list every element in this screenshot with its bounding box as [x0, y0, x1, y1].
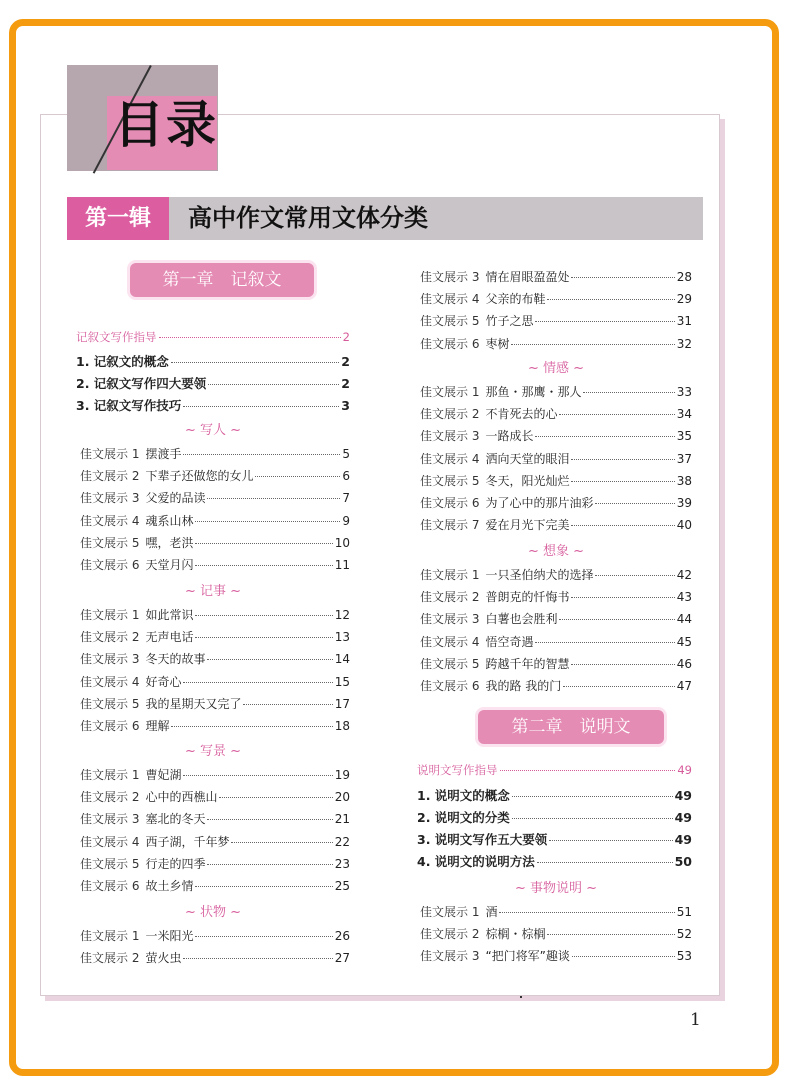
entry-title: 一只圣伯纳犬的选择 [485, 568, 594, 582]
entry-title: 萤火虫 [145, 951, 182, 966]
toc-entry[interactable] [420, 566, 692, 586]
entry-label: 佳文展示 5 [80, 535, 140, 550]
entry-label: 佳文展示 2 [80, 469, 140, 484]
entry-page: 49 [677, 763, 692, 777]
entry-title: 3. 说明文写作五大要领 [417, 832, 548, 847]
dot-leader [547, 934, 674, 935]
toc-entry[interactable] [80, 534, 350, 554]
section-heading: ~ 想象 ~ [527, 544, 585, 559]
dot-leader [571, 525, 674, 526]
toc-entry[interactable] [420, 610, 692, 630]
entry-title: 心中的西樵山 [145, 790, 218, 805]
entry-page: 2 [341, 354, 350, 369]
entry-title: 竹子之思 [485, 314, 534, 329]
dot-leader [571, 597, 674, 598]
toc-entry[interactable] [420, 925, 692, 945]
entry-title: 2. 说明文的分类 [417, 810, 510, 825]
entry-title: 情在眉眼盈盈处 [485, 270, 570, 284]
entry-page: 6 [342, 469, 350, 484]
toc-entry[interactable] [420, 335, 692, 355]
entry-title: “把门将军”趣谈 [485, 949, 570, 964]
entry-title: 我的星期天又完了 [145, 696, 242, 711]
dot-leader [571, 459, 674, 460]
chapter-banner: 第二章 说明文 [478, 710, 664, 744]
entry-label: 佳文展示 5 [420, 473, 480, 488]
entry-title: 那鱼・那鹰・那人 [485, 385, 582, 399]
entry-label: 佳文展示 2 [420, 927, 480, 942]
entry-title: 1. 记叙文的概念 [76, 354, 169, 369]
entry-title: 4. 说明文的说明方法 [417, 854, 535, 869]
entry-title: 我的路 我的门 [485, 679, 562, 693]
dot-leader [535, 436, 674, 437]
point-entry[interactable] [76, 352, 350, 372]
entry-title: 爱在月光下完美 [485, 518, 570, 533]
entry-page: 40 [676, 518, 692, 533]
toc-entry[interactable] [80, 949, 350, 969]
entry-title: 如此常识 [145, 608, 194, 622]
toc-entry[interactable] [80, 673, 350, 693]
entry-label: 佳文展示 2 [420, 407, 480, 422]
entry-page: 42 [676, 568, 692, 582]
dot-leader [208, 384, 339, 385]
point-entry[interactable] [417, 786, 692, 806]
entry-title: 西子湖，千年梦 [145, 834, 230, 849]
entry-label: 佳文展示 6 [420, 336, 480, 351]
entry-label: 佳文展示 3 [80, 491, 140, 506]
entry-label: 佳文展示 5 [420, 314, 480, 329]
entry-page: 37 [676, 451, 692, 466]
entry-label: 佳文展示 4 [420, 634, 480, 649]
dot-leader [195, 637, 332, 638]
page-number: 1 [690, 1010, 701, 1030]
dot-leader [243, 704, 332, 705]
entry-title: 故土乡情 [145, 879, 194, 893]
entry-title: 3. 记叙文写作技巧 [76, 398, 182, 413]
dot-leader [595, 503, 674, 504]
section-heading: ~ 情感 ~ [527, 361, 585, 376]
entry-label: 佳文展示 4 [420, 292, 480, 307]
toc-entry[interactable] [80, 650, 350, 670]
entry-label: 佳文展示 2 [80, 630, 140, 645]
toc-entry[interactable] [80, 695, 350, 715]
dot-leader [511, 344, 674, 345]
toc-entry[interactable] [80, 833, 350, 853]
entry-page: 17 [334, 696, 350, 711]
toc-entry[interactable] [80, 717, 350, 737]
dot-leader [572, 956, 675, 957]
entry-page: 28 [676, 270, 692, 284]
toc-entry[interactable] [420, 655, 692, 675]
entry-page: 32 [676, 336, 692, 351]
dot-leader [183, 958, 332, 959]
entry-page: 12 [334, 608, 350, 622]
toc-entry[interactable] [80, 445, 350, 465]
dot-leader [559, 619, 674, 620]
entry-title: 1. 说明文的概念 [417, 788, 510, 803]
entry-title: 冬天，阳光灿烂 [485, 473, 570, 488]
entry-page: 53 [676, 949, 692, 964]
dot-leader [571, 277, 674, 278]
dot-leader [535, 642, 674, 643]
dot-leader [207, 864, 332, 865]
entry-label: 佳文展示 6 [80, 879, 140, 893]
entry-title: 洒向天堂的眼泪 [485, 451, 570, 466]
entry-label: 佳文展示 3 [420, 612, 480, 627]
entry-page: 34 [676, 407, 692, 422]
toc-entry[interactable] [420, 472, 692, 492]
print-dot [520, 996, 522, 998]
point-entry[interactable] [76, 396, 350, 416]
entry-page: 2 [342, 330, 350, 344]
entry-title: 棕榈・棕榈 [485, 927, 546, 942]
entry-page: 22 [334, 834, 350, 849]
toc-entry[interactable] [80, 606, 350, 626]
dot-leader [571, 481, 674, 482]
toc-entry[interactable] [80, 855, 350, 875]
dot-leader [207, 659, 332, 660]
entry-title: 普朗克的忏悔书 [485, 590, 570, 605]
entry-title: 酒 [485, 905, 498, 919]
part-title: 高中作文常用文体分类 [188, 204, 428, 232]
section-heading: ~ 写人 ~ [184, 423, 242, 438]
dot-leader [195, 936, 332, 937]
part-label: 第一辑 [67, 197, 169, 240]
entry-page: 13 [334, 630, 350, 645]
entry-page: 33 [676, 385, 692, 399]
toc-entry[interactable] [420, 947, 692, 967]
entry-page: 35 [676, 429, 692, 444]
toc-entry[interactable] [80, 788, 350, 808]
entry-label: 佳文展示 6 [80, 558, 140, 572]
toc-entry[interactable] [420, 633, 692, 653]
toc-title: 目录 [114, 95, 218, 154]
entry-title: 理解 [145, 719, 170, 733]
entry-title: 下辈子还做您的女儿 [145, 469, 254, 484]
entry-title: 一路成长 [485, 429, 534, 444]
toc-entry[interactable] [420, 405, 692, 425]
toc-entry[interactable] [420, 312, 692, 332]
entry-page: 29 [676, 292, 692, 307]
section-heading: ~ 写景 ~ [184, 744, 242, 759]
entry-page: 11 [334, 558, 350, 572]
entry-title: 父亲的布鞋 [485, 292, 546, 307]
dot-leader [171, 726, 332, 727]
entry-label: 佳文展示 1 [420, 568, 480, 582]
dot-leader [547, 299, 674, 300]
section-heading: ~ 事物说明 ~ [514, 881, 598, 896]
dot-leader [219, 797, 332, 798]
entry-label: 佳文展示 2 [420, 590, 480, 605]
guide-entry[interactable] [417, 762, 692, 782]
entry-page: 9 [342, 513, 350, 528]
dot-leader [535, 321, 674, 322]
entry-page: 18 [334, 719, 350, 733]
entry-page: 49 [674, 810, 692, 825]
entry-label: 佳文展示 4 [80, 674, 140, 689]
entry-label: 佳文展示 3 [80, 652, 140, 667]
entry-label: 佳文展示 4 [80, 834, 140, 849]
dot-leader [183, 775, 332, 776]
entry-title: 枣树 [485, 336, 510, 351]
entry-page: 43 [676, 590, 692, 605]
entry-label: 佳文展示 5 [420, 656, 480, 671]
toc-entry[interactable] [80, 512, 350, 532]
toc-entry[interactable] [80, 927, 350, 947]
entry-page: 15 [334, 674, 350, 689]
dot-leader [500, 770, 676, 771]
section-heading: ~ 状物 ~ [184, 905, 242, 920]
entry-title: 不肯死去的心 [485, 407, 558, 422]
dot-leader [195, 565, 332, 566]
toc-entry[interactable] [420, 903, 692, 923]
dot-leader [559, 414, 674, 415]
dot-leader [595, 575, 674, 576]
entry-title: 记叙文写作指导 [76, 330, 157, 344]
dot-leader [183, 454, 340, 455]
toc-entry[interactable] [80, 467, 350, 487]
entry-title: 无声电话 [145, 630, 194, 645]
entry-page: 2 [341, 376, 350, 391]
entry-title: 冬天的故事 [145, 652, 206, 667]
entry-page: 49 [674, 788, 692, 803]
toc-entry[interactable] [80, 628, 350, 648]
entry-title: 曹妃湖 [145, 768, 182, 782]
entry-label: 佳文展示 1 [80, 768, 140, 782]
toc-entry[interactable] [80, 810, 350, 830]
entry-page: 25 [334, 879, 350, 893]
entry-page: 46 [676, 656, 692, 671]
toc-entry[interactable] [420, 268, 692, 288]
entry-page: 14 [334, 652, 350, 667]
entry-title: 塞北的冬天 [145, 812, 206, 827]
dot-leader [512, 796, 673, 797]
entry-page: 27 [334, 951, 350, 966]
entry-label: 佳文展示 7 [420, 518, 480, 533]
toc-entry[interactable] [80, 877, 350, 897]
entry-title: 好奇心 [145, 674, 182, 689]
entry-title: 摆渡手 [145, 447, 182, 461]
point-entry[interactable] [76, 374, 350, 394]
entry-label: 佳文展示 1 [80, 608, 140, 622]
dot-leader [537, 862, 673, 863]
toc-entry[interactable] [420, 677, 692, 697]
entry-label: 佳文展示 3 [420, 270, 480, 284]
entry-title: 魂系山林 [145, 513, 194, 528]
entry-title: 一米阳光 [145, 929, 194, 943]
entry-label: 佳文展示 1 [420, 905, 480, 919]
entry-title: 悟空奇遇 [485, 634, 534, 649]
entry-page: 38 [676, 473, 692, 488]
entry-page: 21 [334, 812, 350, 827]
entry-label: 佳文展示 3 [80, 812, 140, 827]
entry-page: 51 [676, 905, 692, 919]
entry-label: 佳文展示 6 [420, 679, 480, 693]
section-heading: ~ 记事 ~ [184, 584, 242, 599]
entry-label: 佳文展示 6 [80, 719, 140, 733]
entry-label: 佳文展示 2 [80, 790, 140, 805]
entry-page: 39 [676, 496, 692, 510]
dot-leader [512, 818, 673, 819]
entry-page: 44 [676, 612, 692, 627]
entry-page: 31 [676, 314, 692, 329]
dot-leader [195, 886, 332, 887]
dot-leader [563, 686, 674, 687]
toc-entry[interactable] [420, 516, 692, 536]
chapter-banner: 第一章 记叙文 [130, 263, 314, 297]
entry-page: 5 [342, 447, 350, 461]
entry-label: 佳文展示 4 [80, 513, 140, 528]
entry-label: 佳文展示 1 [80, 929, 140, 943]
dot-leader [571, 664, 674, 665]
dot-leader [499, 912, 674, 913]
entry-page: 49 [674, 832, 692, 847]
dot-leader [549, 840, 672, 841]
entry-page: 47 [676, 679, 692, 693]
entry-page: 3 [341, 398, 350, 413]
entry-title: 嘿，老洪 [145, 535, 194, 550]
dot-leader [195, 543, 332, 544]
entry-page: 50 [674, 854, 692, 869]
entry-label: 佳文展示 6 [420, 496, 480, 510]
dot-leader [195, 521, 340, 522]
toc-entry[interactable] [80, 766, 350, 786]
entry-page: 52 [676, 927, 692, 942]
entry-title: 行走的四季 [145, 856, 206, 871]
toc-entry[interactable] [420, 494, 692, 514]
toc-entry[interactable] [420, 290, 692, 310]
entry-label: 佳文展示 2 [80, 951, 140, 966]
dot-leader [207, 498, 340, 499]
entry-title: 2. 记叙文写作四大要领 [76, 376, 207, 391]
entry-title: 跨越千年的智慧 [485, 656, 570, 671]
toc-entry[interactable] [420, 450, 692, 470]
entry-label: 佳文展示 1 [80, 447, 140, 461]
toc-entry[interactable] [80, 489, 350, 509]
point-entry[interactable] [417, 830, 692, 850]
entry-label: 佳文展示 5 [80, 696, 140, 711]
dot-leader [583, 392, 674, 393]
dot-leader [171, 362, 339, 363]
dot-leader [207, 819, 332, 820]
entry-page: 19 [334, 768, 350, 782]
entry-page: 45 [676, 634, 692, 649]
entry-label: 佳文展示 3 [420, 949, 480, 964]
entry-page: 20 [334, 790, 350, 805]
entry-label: 佳文展示 4 [420, 451, 480, 466]
toc-entry[interactable] [420, 427, 692, 447]
toc-entry[interactable] [420, 383, 692, 403]
dot-leader [231, 842, 332, 843]
entry-label: 佳文展示 1 [420, 385, 480, 399]
entry-page: 23 [334, 856, 350, 871]
toc-entry[interactable] [420, 588, 692, 608]
entry-title: 父爱的品读 [145, 491, 206, 506]
dot-leader [183, 682, 332, 683]
toc-entry[interactable] [80, 556, 350, 576]
dot-leader [159, 337, 341, 338]
point-entry[interactable] [417, 852, 692, 872]
entry-title: 说明文写作指导 [417, 763, 498, 777]
entry-page: 10 [334, 535, 350, 550]
entry-title: 白薯也会胜利 [485, 612, 558, 627]
guide-entry[interactable] [76, 329, 350, 349]
point-entry[interactable] [417, 808, 692, 828]
entry-page: 7 [342, 491, 350, 506]
entry-label: 佳文展示 3 [420, 429, 480, 444]
entry-page: 26 [334, 929, 350, 943]
dot-leader [255, 476, 340, 477]
dot-leader [183, 406, 339, 407]
entry-title: 为了心中的那片油彩 [485, 496, 594, 510]
entry-label: 佳文展示 5 [80, 856, 140, 871]
dot-leader [195, 615, 332, 616]
entry-title: 天堂月闪 [145, 558, 194, 572]
